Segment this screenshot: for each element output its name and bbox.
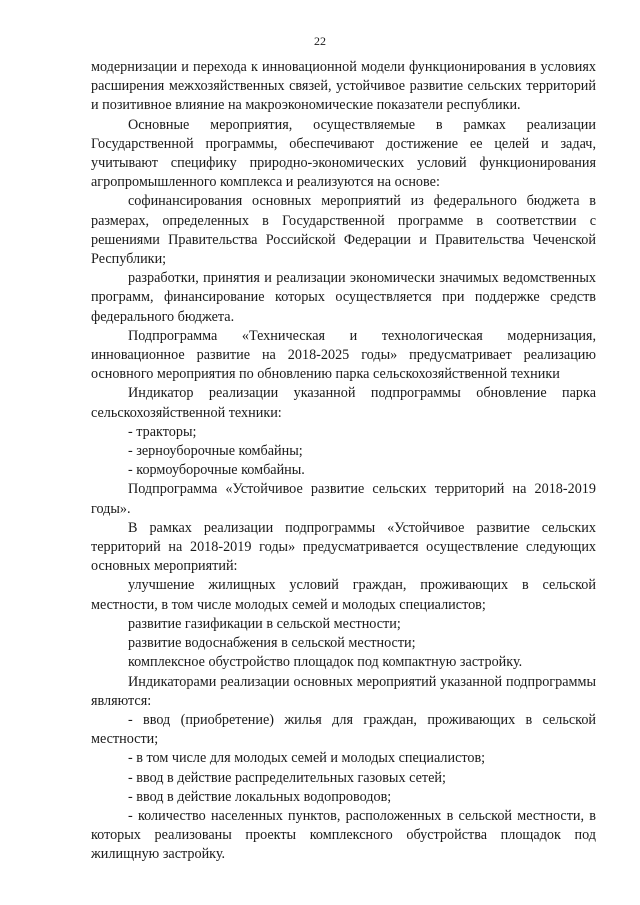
paragraph: Индикатор реализации указанной подпрограммы обновление парка сельскохозяйственной техники:: [91, 385, 596, 421]
paragraph: Индикаторами реализации основных мероприятий указанной подпрограммы являются:: [91, 673, 596, 709]
paragraph: - тракторы;: [128, 423, 197, 440]
paragraph: - зерноуборочные комбайны;: [128, 443, 303, 460]
paragraph: - количество населенных пунктов, расположенных в сельской местности, в которых реализованы проекты комплексного обустройства площадок под жилищную застройку.: [91, 807, 596, 863]
paragraph: - ввод в действие локальных водопроводов;: [128, 788, 392, 805]
document-body: [91, 58, 596, 865]
paragraph: В рамках реализации подпрограммы «Устойчивое развитие сельских территорий на 2018-2019 годы» предусматривается осуществление следующих основных мероприятий:: [91, 519, 596, 575]
paragraph: комплексное обустройство площадок под компактную застройку.: [128, 654, 523, 671]
paragraph: - кормоуборочные комбайны.: [128, 462, 305, 479]
paragraph: развитие газификации в сельской местности;: [128, 615, 401, 632]
paragraph: модернизации и перехода к инновационной модели функционирования в условиях расширения межхозяйственных связей, устойчивое развитие сельских территорий и позитивное влияние на макроэкономические показатели республики.: [91, 59, 596, 114]
paragraph: Основные мероприятия, осуществляемые в рамках реализации Государственной программы, обеспечивают достижение ее целей и задач, учитывают специфику природно-экономических условий функционирования агропромышленного комплекса и реализуются на основе:: [91, 116, 596, 191]
paragraph: разработки, принятия и реализации экономически значимых ведомственных программ, финансирование которых осуществляется при поддержке средств федерального бюджета.: [91, 270, 596, 325]
paragraph: - ввод в действие распределительных газовых сетей;: [128, 769, 446, 786]
paragraph: Подпрограмма «Устойчивое развитие сельских территорий на 2018-2019 годы».: [91, 481, 596, 517]
paragraph: - в том числе для молодых семей и молодых специалистов;: [128, 750, 486, 767]
page-number: 22: [314, 34, 326, 48]
paragraph: - ввод (приобретение) жилья для граждан, проживающих в сельской местности;: [91, 711, 596, 748]
paragraph: Подпрограмма «Техническая и технологическая модернизация, инновационное развитие на 2018-2025 годы» предусматривает реализацию основного мероприятия по обновлению парка сельскохозяйственной техники: [91, 327, 596, 383]
paragraph: софинансирования основных мероприятий из федерального бюджета в размерах, определенных в Государственной программе в соответствии с решениями Правительства Российской Федерации и Правительства Чеченской Республики;: [91, 193, 596, 268]
paragraph: улучшение жилищных условий граждан, проживающих в сельской местности, в том числе молодых семей и молодых специалистов;: [91, 577, 596, 613]
paragraph: развитие водоснабжения в сельской местности;: [128, 635, 416, 652]
